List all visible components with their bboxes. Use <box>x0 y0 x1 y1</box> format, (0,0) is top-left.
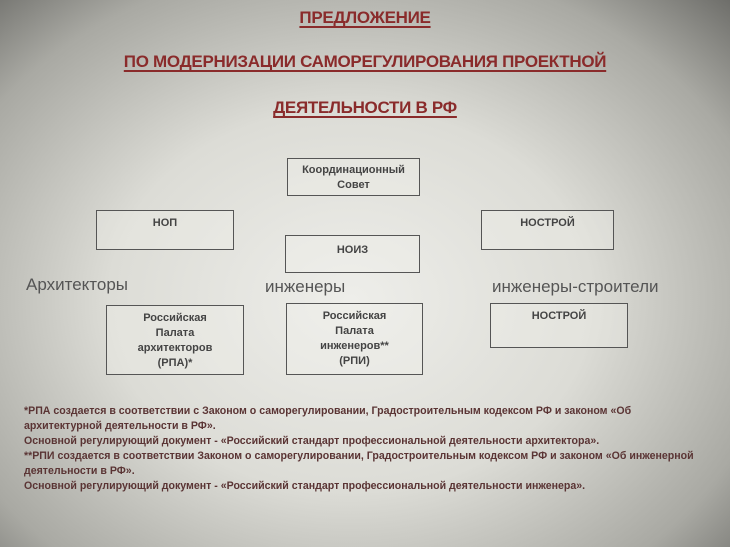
nostroy-bottom-box <box>490 303 628 348</box>
nop-label: НОП <box>152 217 178 229</box>
footnote-rpi: **РПИ создается в соответствии Законом о саморегулировании, Градостроительным кодексом РФ и законом «Об инженерной деятельности в РФ». <box>24 450 694 477</box>
nostroy-bottom-label: НОСТРОЙ <box>531 310 587 322</box>
footnotes <box>24 404 704 494</box>
coordination-council-box <box>287 158 420 196</box>
rpi-label: Российская Палата инженеров** (РПИ) <box>320 310 389 367</box>
noiz-label: НОИЗ <box>336 244 369 256</box>
rpa-label: Российская Палата архитекторов (РПА)* <box>137 312 213 369</box>
title-line-3: ДЕЯТЕЛЬНОСТИ В РФ <box>273 98 457 117</box>
nostroy-top-label: НОСТРОЙ <box>520 217 575 229</box>
coordination-council-label: Координационный Совет <box>302 164 405 191</box>
rpi-box <box>286 303 423 375</box>
title-line-1: ПРЕДЛОЖЕНИЕ <box>299 8 431 27</box>
nop-box <box>96 210 234 250</box>
footnote-rpi-standard: Основной регулирующий документ - «Российский стандарт профессиональной деятельности инженера». <box>24 480 586 492</box>
footnote-rpa: *РПА создается в соответствии с Законом о саморегулировании, Градостроительным кодексом РФ и законом «Об архитектурной деятельности в РФ». <box>24 405 632 432</box>
engineers-label: инженеры <box>265 277 346 296</box>
nostroy-top-box <box>481 210 614 250</box>
footnote-rpa-standard: Основной регулирующий документ - «Российский стандарт профессиональной деятельности архитектора». <box>24 435 600 447</box>
builders-label: инженеры-строители <box>492 277 659 296</box>
noiz-box <box>285 235 420 273</box>
rpa-box <box>106 305 244 375</box>
architects-label: Архитекторы <box>26 275 128 294</box>
title-line-2: ПО МОДЕРНИЗАЦИИ САМОРЕГУЛИРОВАНИЯ ПРОЕКТНОЙ <box>123 52 607 71</box>
